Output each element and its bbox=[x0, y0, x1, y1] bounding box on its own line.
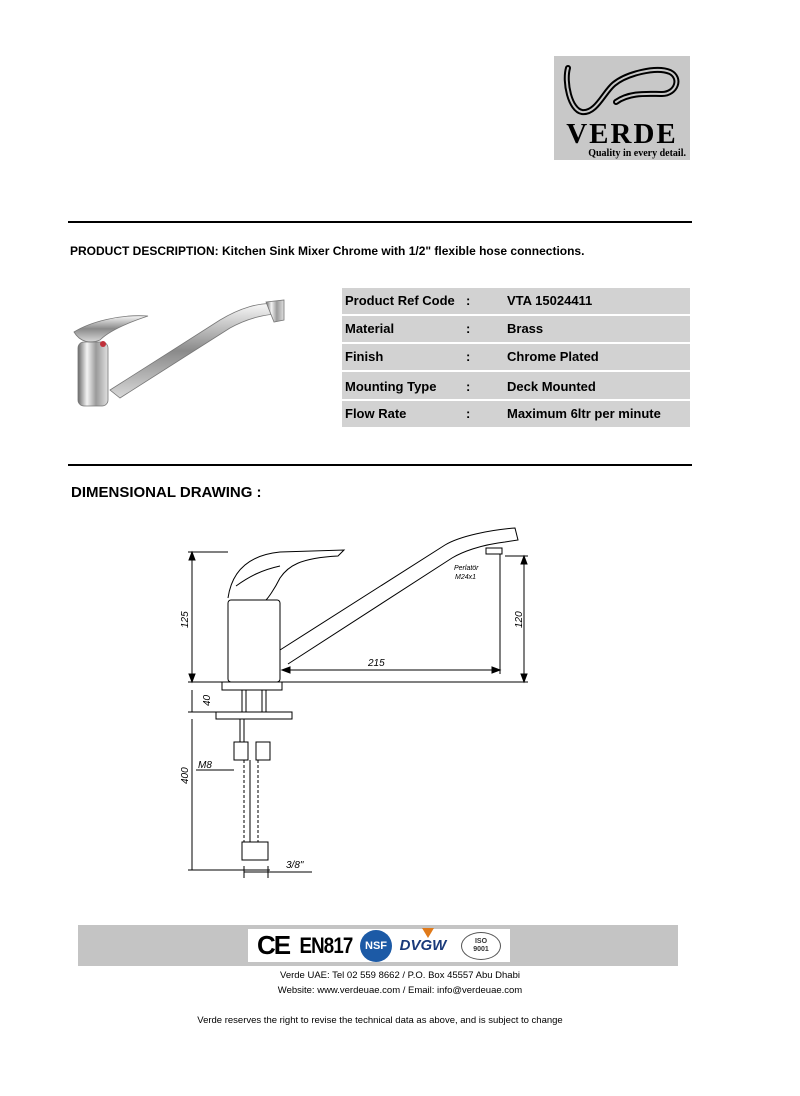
spec-separator: : bbox=[466, 379, 471, 394]
spec-row bbox=[342, 288, 690, 314]
spec-value: Chrome Plated bbox=[507, 349, 599, 364]
product-description: PRODUCT DESCRIPTION: Kitchen Sink Mixer Chrome with 1/2" flexible hose connections. bbox=[70, 244, 585, 258]
aerator-size: M24x1 bbox=[455, 574, 477, 581]
spec-value: Maximum 6ltr per minute bbox=[507, 406, 661, 421]
spec-label: Finish bbox=[345, 349, 384, 364]
dim-thread: M8 bbox=[198, 760, 212, 771]
nsf-logo-icon bbox=[358, 929, 394, 962]
spec-table bbox=[342, 288, 690, 429]
spec-label: Flow Rate bbox=[345, 406, 407, 421]
disclaimer: Verde reserves the right to revise the technical data as above, and is subject to change bbox=[197, 1015, 563, 1026]
spec-label: Material bbox=[345, 321, 395, 336]
spec-separator: : bbox=[466, 321, 471, 336]
dvgw-logo-icon bbox=[396, 929, 450, 962]
website-line: Website: www.verdeuae.com / Email: info@verdeuae.com bbox=[277, 985, 523, 996]
en817-mark: EN817 bbox=[299, 932, 353, 958]
address-line: Verde UAE: Tel 02 559 8662 / P.O. Box 45557 Abu Dhabi bbox=[280, 970, 520, 981]
faucet-handle bbox=[228, 550, 344, 600]
hose-nut-left bbox=[234, 742, 248, 760]
iso-text: ISO bbox=[474, 937, 488, 945]
spec-value: Deck Mounted bbox=[507, 379, 596, 394]
hose-fitting bbox=[242, 842, 268, 860]
dim-body-height: 125 bbox=[180, 611, 191, 628]
dim-fitting: 3/8" bbox=[286, 860, 304, 871]
middle-divider bbox=[68, 464, 692, 466]
spec-label: Mounting Type bbox=[345, 379, 437, 394]
deck-plate bbox=[216, 712, 292, 719]
hose-nut-right bbox=[256, 742, 270, 760]
verde-logo bbox=[554, 56, 690, 160]
faucet-spout bbox=[280, 528, 518, 664]
logo-tagline: Quality in every detail. bbox=[588, 148, 686, 159]
contact-info bbox=[0, 970, 800, 1000]
spec-value: Brass bbox=[507, 321, 544, 336]
product-photo bbox=[70, 292, 290, 412]
dvgw-flame-icon bbox=[422, 928, 434, 938]
verde-swoosh-icon bbox=[560, 62, 684, 118]
spec-value: VTA 15024411 bbox=[507, 293, 593, 308]
spec-row bbox=[342, 372, 690, 399]
dimensional-drawing bbox=[170, 522, 540, 882]
nsf-text: NSF bbox=[360, 930, 392, 962]
faucet-body bbox=[228, 600, 280, 682]
dim-hose: 400 bbox=[180, 767, 191, 784]
dim-deck: 40 bbox=[202, 694, 213, 706]
spec-row bbox=[342, 316, 690, 342]
dim-reach: 215 bbox=[368, 658, 385, 669]
spec-separator: : bbox=[466, 293, 471, 308]
logo-brand: VERDE bbox=[566, 118, 678, 150]
spec-row bbox=[342, 401, 690, 427]
aerator-label: Perlatör bbox=[454, 565, 479, 572]
spec-label: Product Ref Code bbox=[345, 293, 455, 308]
dvgw-text: DVGW bbox=[399, 937, 447, 954]
certification-bar bbox=[78, 925, 678, 966]
spec-separator: : bbox=[466, 349, 471, 364]
iso-number: 9001 bbox=[473, 945, 489, 953]
spec-row bbox=[342, 344, 690, 370]
aerator bbox=[486, 548, 502, 554]
drawing-title: DIMENSIONAL DRAWING : bbox=[71, 484, 262, 501]
spec-separator: : bbox=[466, 406, 471, 421]
iso-9001-logo-icon bbox=[456, 929, 506, 962]
dim-spout-height: 120 bbox=[514, 611, 525, 628]
certification-logos bbox=[248, 929, 510, 962]
top-divider bbox=[68, 221, 692, 223]
ce-mark-icon: CE bbox=[256, 930, 290, 960]
